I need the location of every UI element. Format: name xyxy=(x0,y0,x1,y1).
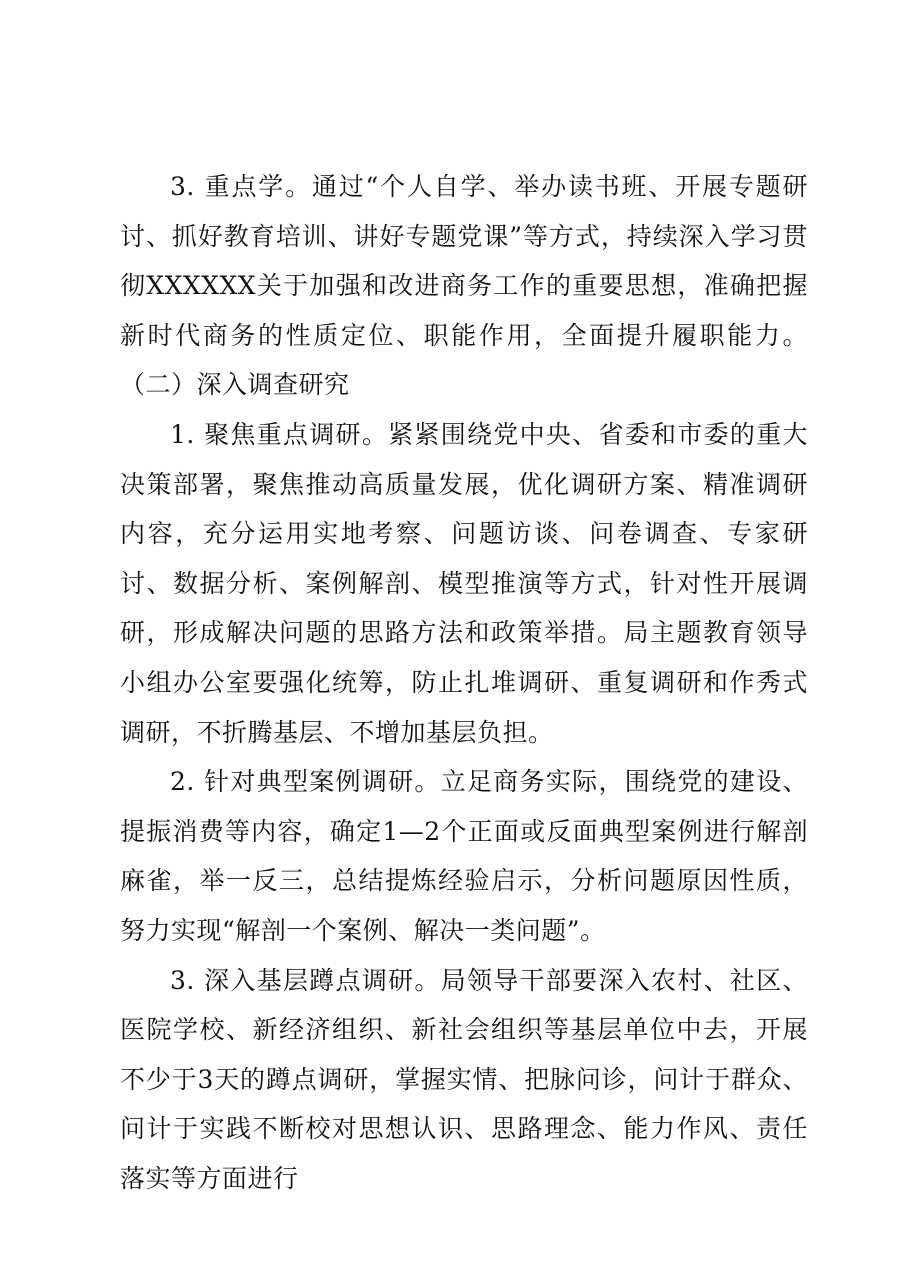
document-body xyxy=(120,162,808,1203)
paragraph-key-study: 3. 重点学。通过“个人自学、举办读书班、开展专题研讨、抓好教育培训、讲好专题党课”等方式，持续深入学习贯彻XXXXXX关于加强和改进商务工作的重要思想，准确把握新时代商务的性质定位、职能作用，全面提升履职能力。（二）深入调查研究 xyxy=(120,172,808,400)
paragraph-typical-case-research: 2. 针对典型案例调研。立足商务实际，围绕党的建设、提振消费等内容，确定1—2个正面或反面典型案例进行解剖麻雀，举一反三，总结提炼经验启示，分析问题原因性质，努力实现“解剖一个案例、解决一类问题”。 xyxy=(120,767,808,945)
paragraph-focused-research: 1. 聚焦重点调研。紧紧围绕党中央、省委和市委的重大决策部署，聚焦推动高质量发展，优化调研方案、精准调研内容，充分运用实地考察、问题访谈、问卷调查、专家研讨、数据分析、案例解剖、模型推演等方式，针对性开展调研，形成解决问题的思路方法和政策举措。局主题教育领导小组办公室要强化统筹，防止扎堆调研、重复调研和作秀式调研，不折腾基层、不增加基层负担。 xyxy=(120,419,808,747)
paragraph-grassroots-research: 3. 深入基层蹲点调研。局领导干部要深入农村、社区、医院学校、新经济组织、新社会组织等基层单位中去，开展不少于3天的蹲点调研，掌握实情、把脉问诊，问计于群众、问计于实践不断校对思想认识、思路理念、能力作风、责任落实等方面进行 xyxy=(120,965,808,1193)
